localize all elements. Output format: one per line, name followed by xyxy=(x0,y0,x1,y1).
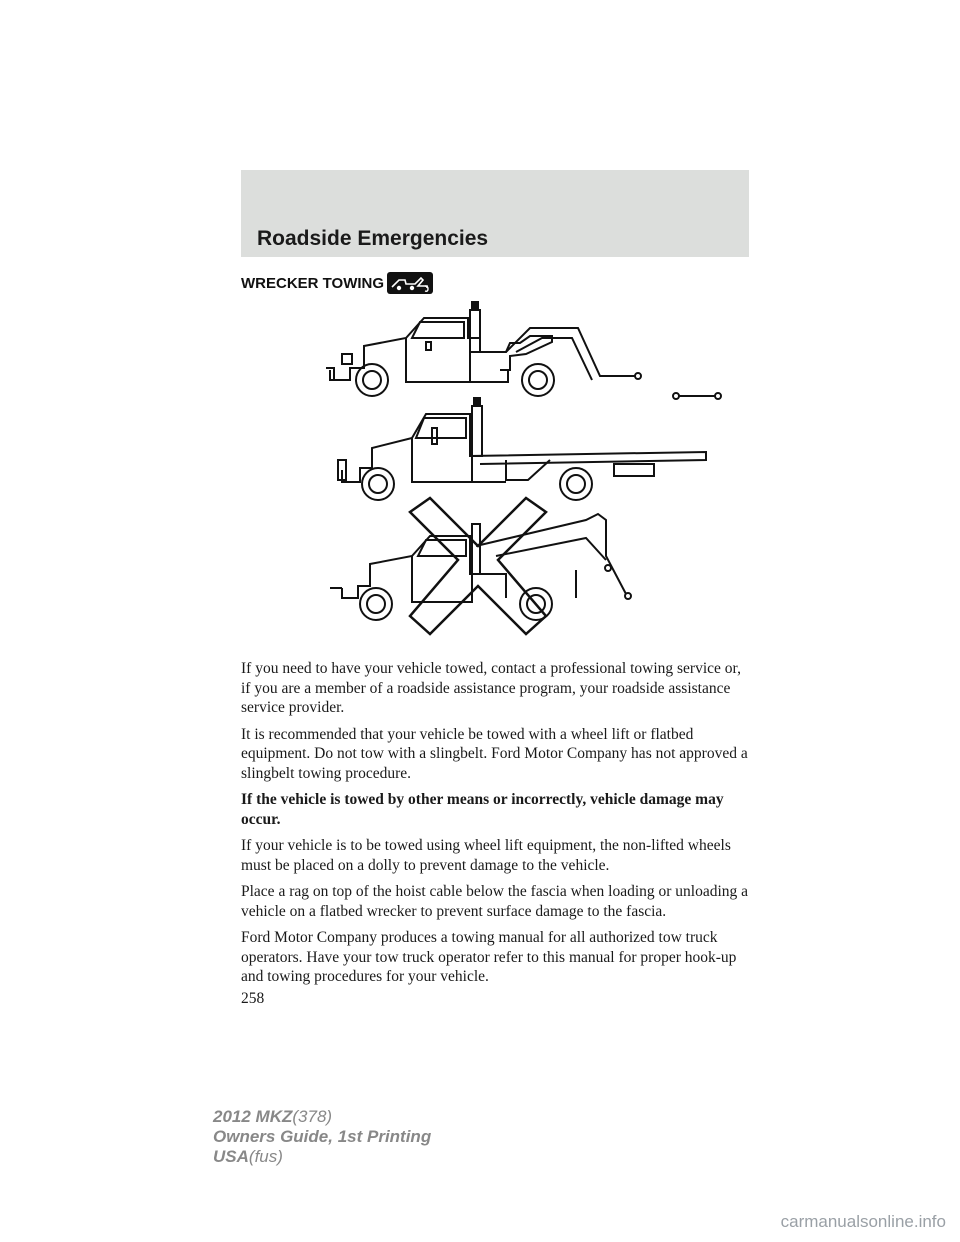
footer-market: USA xyxy=(213,1147,249,1166)
prohibited-x-mark xyxy=(410,498,546,634)
footer-model: 2012 MKZ xyxy=(213,1107,293,1126)
watermark: carmanualsonline.info xyxy=(780,1212,946,1231)
flatbed-truck xyxy=(338,398,706,500)
footer-printing: Owners Guide, 1st Printing xyxy=(213,1127,432,1146)
wheel-lift-truck xyxy=(326,302,721,399)
slingbelt-truck-prohibited xyxy=(330,514,631,620)
paragraph: It is recommended that your vehicle be towed with a wheel lift or flatbed equipment. Do not tow with a slingbelt. Ford Motor Company has not approved a slingbelt towing procedure. xyxy=(241,725,748,782)
tow-truck-icon xyxy=(387,272,433,294)
page-number: 258 xyxy=(241,989,265,1007)
warning-paragraph: If the vehicle is towed by other means or incorrectly, vehicle damage may occur. xyxy=(241,791,724,828)
footer-market-code: (fus) xyxy=(248,1147,283,1166)
towing-methods-illustration xyxy=(320,298,740,646)
body-text xyxy=(241,659,751,1008)
page-section-title: Roadside Emergencies xyxy=(257,227,489,250)
section-heading-text: WRECKER TOWING xyxy=(241,274,385,292)
footer-model-code: (378) xyxy=(292,1107,333,1126)
paragraph: If you need to have your vehicle towed, contact a professional towing service or, if you are a member of a roadside assistance program, your roadside assistance service provider. xyxy=(241,660,741,716)
header-band xyxy=(241,170,749,257)
footer-print-info xyxy=(213,1107,431,1167)
paragraph: Ford Motor Company produces a towing manual for all authorized tow truck operators. Have your tow truck operator refer to this manual for proper hook-up and towing procedures for your vehicle. xyxy=(241,929,737,985)
paragraph: Place a rag on top of the hoist cable below the fascia when loading or unloading a vehicle on a flatbed wrecker to prevent surface damage to the fascia. xyxy=(241,883,749,920)
section-heading xyxy=(241,272,433,294)
paragraph: If your vehicle is to be towed using wheel lift equipment, the non-lifted wheels must be placed on a dolly to prevent damage to the vehicle. xyxy=(241,837,731,874)
